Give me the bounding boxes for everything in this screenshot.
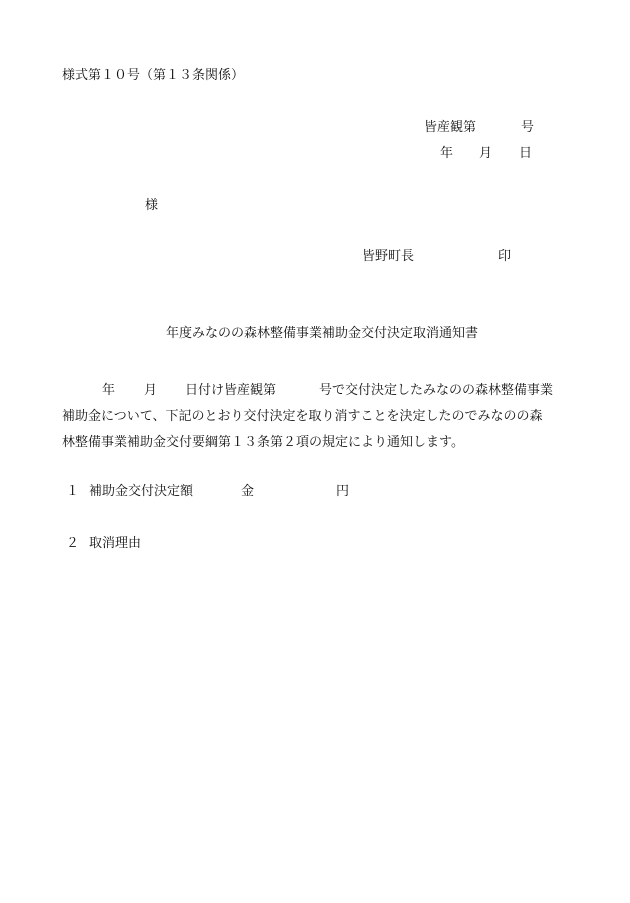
item-1-currency-suffix: 円	[336, 484, 350, 499]
issuer-seal: 印	[498, 249, 512, 264]
item-2-number: ２	[66, 536, 80, 551]
body-date-ref: 日付け皆産観第	[185, 383, 277, 398]
item-1-label: 補助金交付決定額	[89, 484, 194, 499]
body-paragraph	[62, 378, 582, 456]
document-title: 年度みなのの森林整備事業補助金交付決定取消通知書	[166, 326, 479, 341]
item-1-number: １	[66, 484, 80, 499]
addressee-honorific: 様	[145, 198, 159, 213]
item-1-currency-prefix: 金	[241, 484, 255, 499]
body-month: 月	[144, 383, 158, 398]
issuer-title: 皆野町長	[362, 249, 415, 264]
body-continuation: 号で交付決定したみなのの森林整備事業	[319, 383, 554, 398]
body-line-1	[62, 378, 582, 404]
date-month: 月	[479, 146, 493, 161]
body-line-2: 補助金について、下記のとおり交付決定を取り消すことを決定したのでみなのの森	[62, 409, 543, 424]
date-day: 日	[519, 146, 533, 161]
body-line-3: 林整備事業補助金交付要綱第１３条第２項の規定により通知します。	[62, 435, 464, 450]
item-2-label: 取消理由	[89, 536, 142, 551]
notice-number-suffix: 号	[521, 120, 535, 135]
form-number: 様式第１０号（第１３条関係）	[62, 68, 245, 83]
body-year: 年	[102, 383, 116, 398]
date-year: 年	[440, 146, 454, 161]
notice-number-prefix: 皆産観第	[424, 120, 477, 135]
